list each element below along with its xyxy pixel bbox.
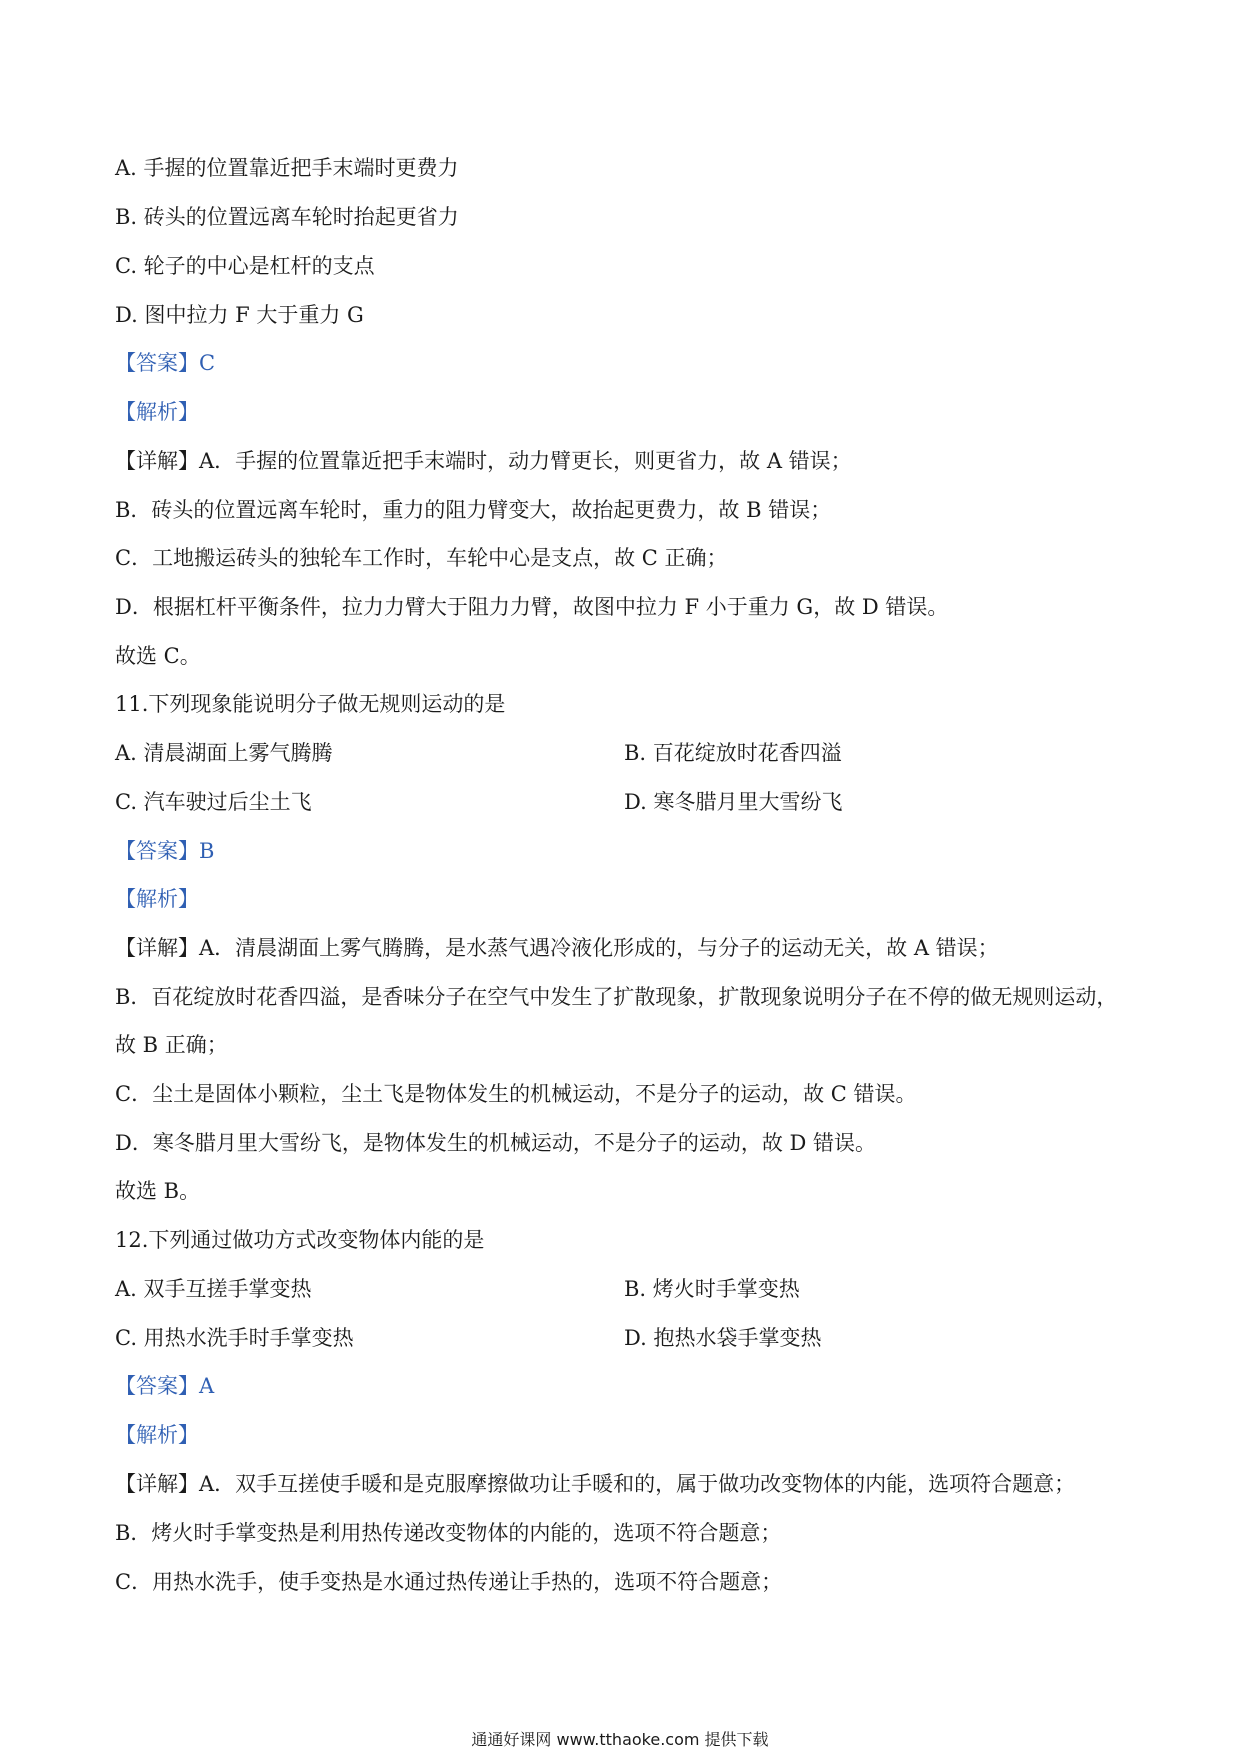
q10-detail-a: 【详解】A．手握的位置靠近把手末端时，动力臂更长，则更省力，故 A 错误； <box>115 449 852 473</box>
q10-conclusion: 故选 C。 <box>115 644 201 668</box>
q10-detail-b: B．砖头的位置远离车轮时，重力的阻力臂变大，故抬起更费力，故 B 错误； <box>115 498 832 522</box>
q11-option-c: C. 汽车驶过后尘土飞 <box>115 790 312 814</box>
q12-question: 12.下列通过做功方式改变物体内能的是 <box>115 1228 485 1252</box>
q11-answer: 【答案】B <box>115 839 215 863</box>
q11-analysis-label: 【解析】 <box>115 887 199 911</box>
q10-detail-c: C．工地搬运砖头的独轮车工作时，车轮中心是支点，故 C 正确； <box>115 546 728 570</box>
q12-answer: 【答案】A <box>115 1374 215 1398</box>
q10-answer: 【答案】C <box>115 351 216 375</box>
page-footer: 通通好课网 www.tthaoke.com 提供下载 <box>471 1730 769 1749</box>
q10-option-b: B. 砖头的位置远离车轮时抬起更省力 <box>115 205 459 229</box>
q11-option-d: D. 寒冬腊月里大雪纷飞 <box>624 790 843 814</box>
q12-detail-c: C．用热水洗手，使手变热是水通过热传递让手热的，选项不符合题意； <box>115 1570 783 1594</box>
q11-conclusion: 故选 B。 <box>115 1179 201 1203</box>
q11-detail-d: D．寒冬腊月里大雪纷飞，是物体发生的机械运动，不是分子的运动，故 D 错误。 <box>115 1131 877 1155</box>
q12-option-a: A. 双手互搓手掌变热 <box>115 1277 312 1301</box>
q11-detail-c: C．尘土是固体小颗粒，尘土飞是物体发生的机械运动，不是分子的运动，故 C 错误。 <box>115 1082 917 1106</box>
q11-detail-a: 【详解】A．清晨湖面上雾气腾腾，是水蒸气遇冷液化形成的，与分子的运动无关，故 A 错误； <box>115 936 999 960</box>
q10-option-c: C. 轮子的中心是杠杆的支点 <box>115 254 375 278</box>
q11-option-a: A. 清晨湖面上雾气腾腾 <box>115 741 333 765</box>
q12-option-c: C. 用热水洗手时手掌变热 <box>115 1326 354 1350</box>
q12-detail-a: 【详解】A．双手互搓使手暖和是克服摩擦做功让手暖和的，属于做功改变物体的内能，选项符合题意； <box>115 1472 1076 1496</box>
q10-option-a: A. 手握的位置靠近把手末端时更费力 <box>115 156 459 180</box>
q11-detail-b-cont: 故 B 正确； <box>115 1033 228 1057</box>
q12-option-b: B. 烤火时手掌变热 <box>624 1277 800 1301</box>
q12-detail-b: B．烤火时手掌变热是利用热传递改变物体的内能的，选项不符合题意； <box>115 1521 782 1545</box>
q11-detail-b: B．百花绽放时花香四溢，是香味分子在空气中发生了扩散现象，扩散现象说明分子在不停的做无规则运动， <box>115 985 1118 1009</box>
q11-question: 11.下列现象能说明分子做无规则运动的是 <box>115 692 506 716</box>
q10-option-d: D. 图中拉力 F 大于重力 G <box>115 303 364 327</box>
q10-analysis-label: 【解析】 <box>115 400 199 424</box>
q10-detail-d: D．根据杠杆平衡条件，拉力力臂大于阻力力臂，故图中拉力 F 小于重力 G，故 D 错误。 <box>115 595 949 619</box>
q12-analysis-label: 【解析】 <box>115 1423 199 1447</box>
q11-option-b: B. 百花绽放时花香四溢 <box>624 741 842 765</box>
q12-option-d: D. 抱热水袋手掌变热 <box>624 1326 822 1350</box>
